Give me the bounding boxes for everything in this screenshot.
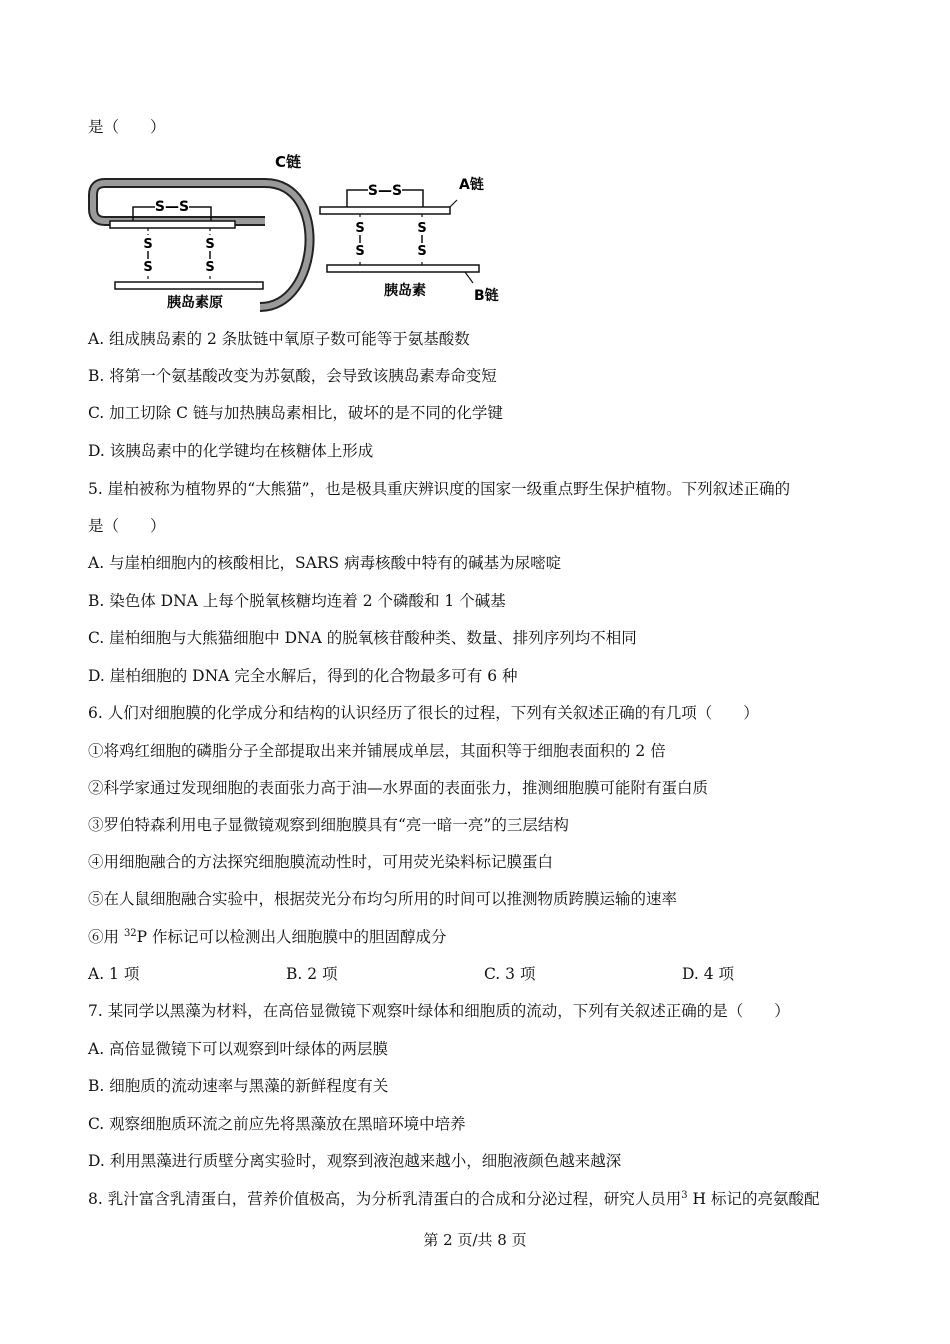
q7-option-d: D. 利用黑藻进行质壁分离实验时，观察到液泡越来越小，细胞液颜色越来越深 (88, 1152, 622, 1170)
insulin-a-chain (320, 207, 450, 214)
proinsulin-label: 胰岛素原 (167, 295, 223, 311)
q6-item-6 (88, 927, 447, 947)
proinsulin-s2a: S (205, 237, 215, 252)
proinsulin-b-chain (115, 282, 263, 289)
q8-stem-prefix: 8. 乳汁富含乳清蛋白，营养价值极高，为分析乳清蛋白的合成和分泌过程，研究人员用 (88, 1190, 682, 1208)
q7-option-a: A. 高倍显微镜下可以观察到叶绿体的两层膜 (88, 1040, 389, 1058)
q6-option-c: C. 3 项 (484, 965, 536, 983)
insulin-b-chain (327, 265, 479, 272)
q5-option-d: D. 崖柏细胞的 DNA 完全水解后，得到的化合物最多可有 6 种 (88, 667, 518, 685)
q4-option-b: B. 将第一个氨基酸改变为苏氨酸，会导致该胰岛素寿命变短 (88, 367, 497, 385)
proinsulin-intra-ss: S—S (154, 199, 190, 215)
q4-option-d: D. 该胰岛素中的化学键均在核糖体上形成 (88, 442, 374, 460)
q6-item-2: ②科学家通过发现细胞的表面张力高于油—水界面的表面张力，推测细胞膜可能附有蛋白质 (88, 779, 709, 797)
q6-item-3: ③罗伯特森利用电子显微镜观察到细胞膜具有“亮一暗一亮”的三层结构 (88, 816, 569, 834)
proinsulin-s2b: S (205, 260, 215, 275)
proinsulin-a-chain (110, 221, 235, 228)
q6-item-6-sup: 32 (123, 927, 137, 939)
c-chain-label: C链 (275, 153, 302, 171)
q6-item-4: ④用细胞融合的方法探究细胞膜流动性时，可用荧光染料标记膜蛋白 (88, 853, 554, 871)
q6-item-6-suffix: P 作标记可以检测出人细胞膜中的胆固醇成分 (136, 928, 447, 946)
insulin-intra-ss: S—S (367, 183, 403, 199)
proinsulin-s1a: S (143, 237, 153, 252)
q4-option-c: C. 加工切除 C 链与加热胰岛素相比，破坏的是不同的化学键 (88, 404, 503, 422)
q6-option-b: B. 2 项 (286, 965, 338, 983)
page-footer: 第 2 页/共 8 页 (423, 1231, 527, 1249)
q5-stem-line1: 5. 崖柏被称为植物界的“大熊猫”，也是极具重庆辨识度的国家一级重点野生保护植物。下列叙述正确的 (88, 480, 791, 498)
insulin-s1b: S (355, 244, 365, 259)
q5-option-a: A. 与崖柏细胞内的核酸相比，SARS 病毒核酸中特有的碱基为尿嘧啶 (88, 554, 562, 572)
q7-option-c: C. 观察细胞质环流之前应先将黑藻放在黑暗环境中培养 (88, 1115, 466, 1133)
q6-option-d: D. 4 项 (682, 965, 735, 983)
q6-item-6-prefix: ⑥用 (88, 928, 124, 946)
c-chain-loop-fill (260, 183, 310, 307)
insulin-s1a: S (355, 221, 365, 236)
insulin-s2b: S (417, 244, 427, 259)
b-chain-label: B链 (474, 288, 499, 304)
insulin-diagram (85, 145, 515, 315)
a-chain-label: A链 (459, 177, 484, 193)
q6-item-5: ⑤在人鼠细胞融合实验中，根据荧光分布均匀所用的时间可以推测物质跨膜运输的速率 (88, 890, 678, 908)
q7-option-b: B. 细胞质的流动速率与黑藻的新鲜程度有关 (88, 1077, 389, 1095)
q7-stem: 7. 某同学以黑藻为材料，在高倍显微镜下观察叶绿体和细胞质的流动，下列有关叙述正确的是（ ） (88, 1002, 790, 1020)
q5-stem-line2: 是（ ） (88, 517, 166, 535)
q8-stem-suffix: H 标记的亮氨酸配 (687, 1190, 820, 1208)
q8-stem-sup: 3 (681, 1189, 688, 1201)
q8-stem (88, 1189, 819, 1209)
insulin-label: 胰岛素 (384, 283, 426, 299)
proinsulin-s1b: S (143, 260, 153, 275)
q4-option-a: A. 组成胰岛素的 2 条肽链中氧原子数可能等于氨基酸数 (88, 330, 470, 348)
q6-item-1: ①将鸡红细胞的磷脂分子全部提取出来并铺展成单层，其面积等于细胞表面积的 2 倍 (88, 742, 666, 760)
q5-option-b: B. 染色体 DNA 上每个脱氧核糖均连着 2 个磷酸和 1 个碱基 (88, 592, 506, 610)
q6-stem: 6. 人们对细胞膜的化学成分和结构的认识经历了很长的过程，下列有关叙述正确的有几项（ ） (88, 704, 759, 722)
q6-option-a: A. 1 项 (88, 965, 140, 983)
q4-stem-tail: 是（ ） (88, 118, 166, 136)
insulin-s2a: S (417, 221, 427, 236)
q5-option-c: C. 崖柏细胞与大熊猫细胞中 DNA 的脱氧核苷酸种类、数量、排列序列均不相同 (88, 629, 637, 647)
